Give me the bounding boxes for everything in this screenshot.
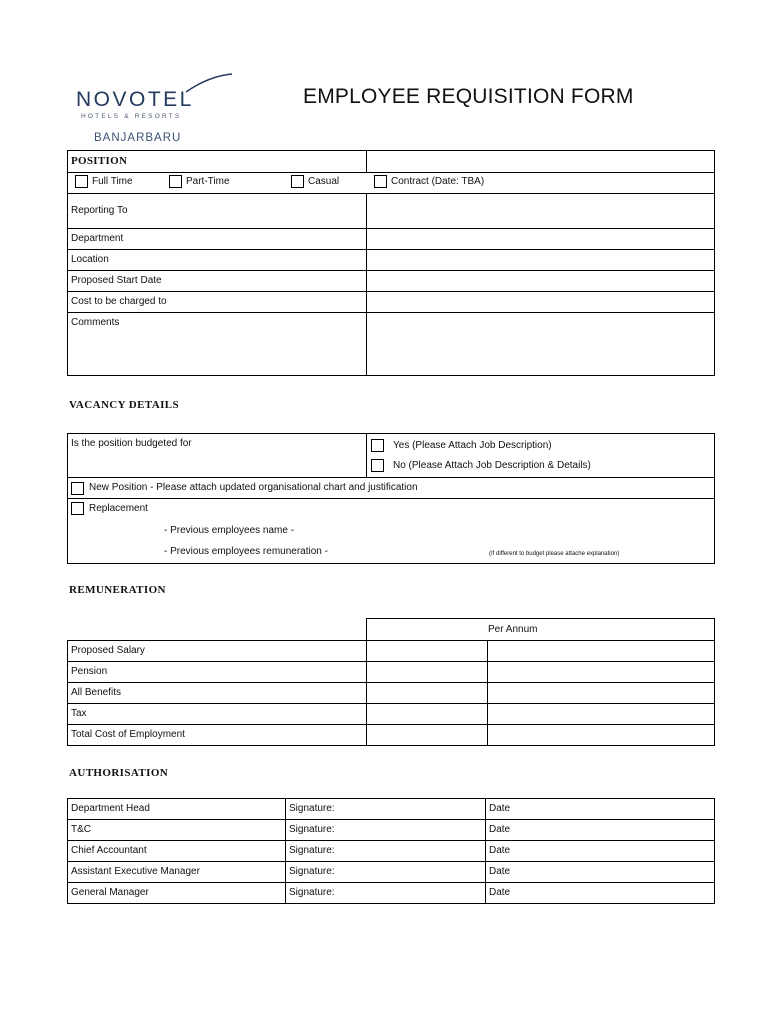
casual-checkbox[interactable]: [291, 175, 304, 188]
auth-role-label: General Manager: [68, 883, 286, 904]
yes-checkbox[interactable]: [371, 439, 384, 452]
position-heading-cell: [68, 151, 367, 173]
auth-signature[interactable]: Signature:: [286, 799, 486, 820]
per-annum-header: Per Annum: [367, 619, 715, 641]
casual-label: Casual: [308, 175, 340, 187]
authorisation-heading: AUTHORISATION: [69, 767, 169, 779]
auth-signature[interactable]: Signature:: [286, 841, 486, 862]
pension-label: Pension: [68, 662, 367, 683]
option-no[interactable]: [371, 459, 591, 472]
total-cost-label: Total Cost of Employment: [68, 725, 367, 746]
part-time-checkbox[interactable]: [169, 175, 182, 188]
benefits-notes[interactable]: [488, 683, 715, 704]
auth-date[interactable]: Date: [486, 841, 715, 862]
pension-value[interactable]: [367, 662, 488, 683]
option-new-position[interactable]: [68, 482, 714, 495]
no-label: No (Please Attach Job Description & Details): [393, 459, 591, 471]
total-cost-value[interactable]: [367, 725, 488, 746]
budgeted-options: [367, 434, 715, 478]
replacement-checkbox[interactable]: [71, 502, 84, 515]
contract-checkbox[interactable]: [374, 175, 387, 188]
option-contract[interactable]: [374, 175, 484, 188]
auth-signature[interactable]: Signature:: [286, 883, 486, 904]
total-cost-notes[interactable]: [488, 725, 715, 746]
department-field[interactable]: [367, 229, 715, 250]
start-date-field[interactable]: [367, 271, 715, 292]
logo-brand: NOVOTEL: [76, 88, 194, 111]
remuneration-table: [67, 618, 715, 746]
form-title: EMPLOYEE REQUISITION FORM: [303, 85, 634, 108]
new-position-row: [68, 478, 715, 499]
tax-value[interactable]: [367, 704, 488, 725]
auth-role-label: Department Head: [68, 799, 286, 820]
full-time-checkbox[interactable]: [75, 175, 88, 188]
comments-field[interactable]: [367, 313, 715, 376]
new-position-label: New Position - Please attach updated organisational chart and justification: [89, 482, 418, 493]
option-full-time[interactable]: [75, 175, 133, 188]
no-checkbox[interactable]: [371, 459, 384, 472]
auth-role-label: T&C: [68, 820, 286, 841]
logo-city: BANJARBARU: [94, 132, 182, 144]
position-heading: POSITION: [71, 155, 128, 167]
option-replacement[interactable]: [71, 502, 148, 515]
comments-label: Comments: [68, 313, 367, 376]
location-field[interactable]: [367, 250, 715, 271]
auth-date[interactable]: Date: [486, 799, 715, 820]
vacancy-heading: VACANCY DETAILS: [69, 399, 180, 411]
tax-label: Tax: [68, 704, 367, 725]
auth-date[interactable]: Date: [486, 883, 715, 904]
part-time-label: Part-Time: [186, 175, 230, 187]
prev-remuneration-label: - Previous employees remuneration -: [164, 546, 328, 557]
replacement-row: [68, 499, 715, 564]
new-position-checkbox[interactable]: [71, 482, 84, 495]
prev-name-label: - Previous employees name -: [164, 525, 295, 536]
employment-type-row: [68, 173, 715, 194]
auth-signature[interactable]: Signature:: [286, 862, 486, 883]
proposed-salary-value[interactable]: [367, 641, 488, 662]
pension-notes[interactable]: [488, 662, 715, 683]
replacement-label: Replacement: [89, 502, 148, 514]
budgeted-label: Is the position budgeted for: [68, 434, 367, 478]
novotel-logo: [76, 70, 216, 150]
auth-date[interactable]: Date: [486, 862, 715, 883]
location-label: Location: [68, 250, 367, 271]
position-table: [67, 150, 715, 376]
auth-date[interactable]: Date: [486, 820, 715, 841]
auth-role-label: Assistant Executive Manager: [68, 862, 286, 883]
reporting-to-label: Reporting To: [68, 194, 367, 229]
department-label: Department: [68, 229, 367, 250]
benefits-label: All Benefits: [68, 683, 367, 704]
budget-note: (If different to budget please attache explanation): [489, 551, 620, 557]
option-yes[interactable]: [371, 439, 552, 452]
reporting-to-field[interactable]: [367, 194, 715, 229]
proposed-salary-notes[interactable]: [488, 641, 715, 662]
tax-notes[interactable]: [488, 704, 715, 725]
remuneration-blank-cell: [68, 619, 367, 641]
position-value-cell[interactable]: [367, 151, 715, 173]
authorisation-table: [67, 798, 715, 904]
logo-subtitle: HOTELS & RESORTS: [81, 113, 182, 120]
auth-role-label: Chief Accountant: [68, 841, 286, 862]
auth-signature[interactable]: Signature:: [286, 820, 486, 841]
proposed-salary-label: Proposed Salary: [68, 641, 367, 662]
remuneration-heading: REMUNERATION: [69, 584, 166, 596]
yes-label: Yes (Please Attach Job Description): [393, 439, 552, 451]
benefits-value[interactable]: [367, 683, 488, 704]
vacancy-table: [67, 433, 715, 564]
cost-charged-field[interactable]: [367, 292, 715, 313]
full-time-label: Full Time: [92, 175, 133, 187]
cost-charged-label: Cost to be charged to: [68, 292, 367, 313]
option-casual[interactable]: [291, 175, 339, 188]
option-part-time[interactable]: [169, 175, 230, 188]
contract-label: Contract (Date: TBA): [391, 175, 485, 187]
start-date-label: Proposed Start Date: [68, 271, 367, 292]
